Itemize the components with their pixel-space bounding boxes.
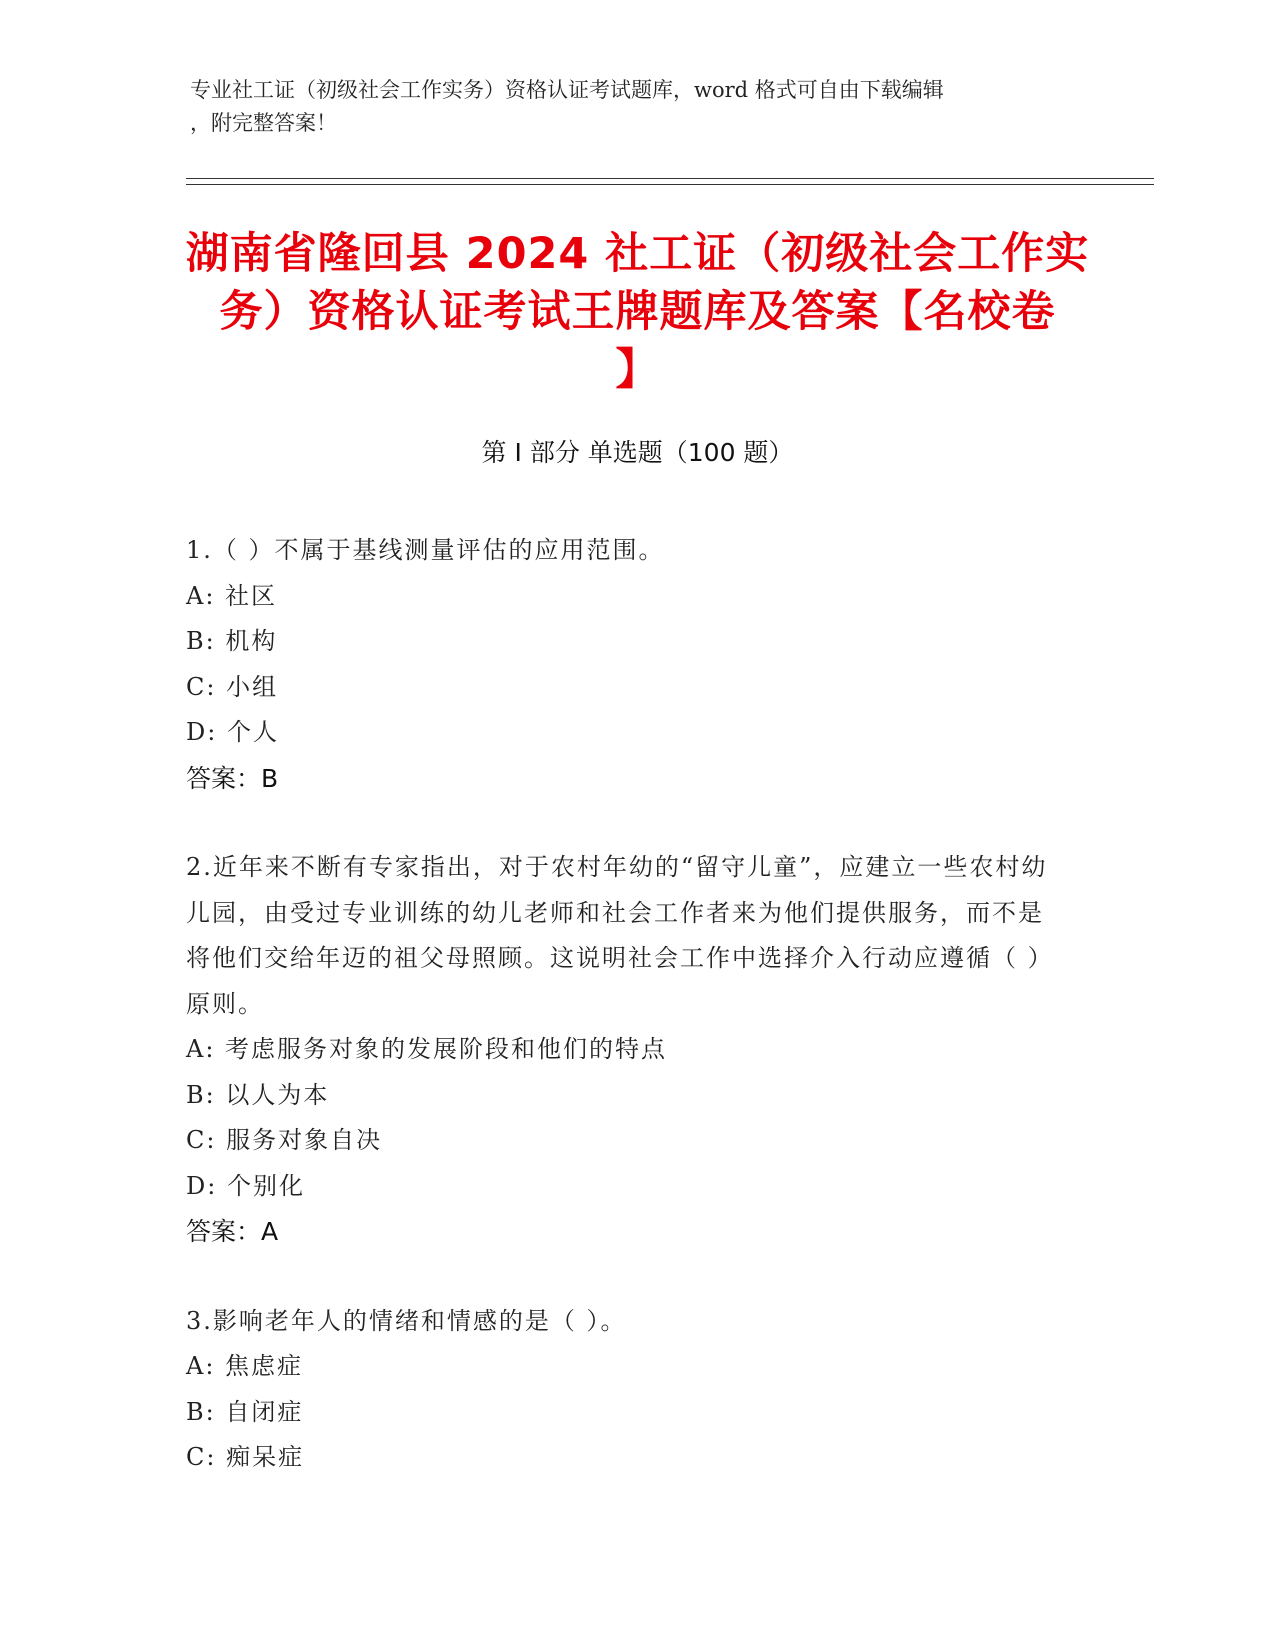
option-c: C: 痴呆症 bbox=[186, 1443, 305, 1471]
question-spacer bbox=[186, 1255, 1066, 1299]
question-item bbox=[186, 1299, 1066, 1481]
option-b: B: 机构 bbox=[186, 627, 278, 655]
document-title bbox=[150, 225, 1125, 399]
header-note bbox=[190, 74, 1090, 140]
header-note-line-2: ，附完整答案！ bbox=[190, 111, 337, 135]
option-d: D: 个别化 bbox=[186, 1171, 305, 1200]
option-b: B: 自闭症 bbox=[186, 1397, 304, 1426]
header-divider-top bbox=[186, 178, 1154, 179]
section-heading: 第 I 部分 单选题（100 题） bbox=[481, 438, 794, 467]
header-note-line-1: 专业社工证（初级社会工作实务）资格认证考试题库，word 格式可自由下载编辑 bbox=[190, 78, 944, 102]
title-line-3: 】 bbox=[615, 345, 660, 395]
question-item bbox=[186, 845, 1066, 1255]
question-item bbox=[186, 528, 1066, 801]
question-spacer bbox=[186, 801, 1066, 845]
option-a: A: 焦虑症 bbox=[186, 1352, 304, 1380]
option-a: A: 考虑服务对象的发展阶段和他们的特点 bbox=[186, 1035, 668, 1063]
option-b: B: 以人为本 bbox=[186, 1080, 330, 1109]
question-stem: 1.（ ）不属于基线测量评估的应用范围。 bbox=[186, 536, 665, 564]
question-stem: 2.近年来不断有专家指出，对于农村年幼的“留守儿童”，应建立一些农村幼儿园，由受过专业训练的幼儿老师和社会工作者来为他们提供服务，而不是将他们交给年迈的祖父母照顾。这说明社会工作中选择介入行动应遵循（ ）原则。 bbox=[186, 853, 1054, 1018]
question-stem: 3.影响老年人的情绪和情感的是（ ）。 bbox=[186, 1306, 627, 1335]
title-line-1: 湖南省隆回县 2024 社工证（初级社会工作实 bbox=[185, 229, 1090, 279]
header-divider-bottom bbox=[186, 184, 1154, 185]
option-c: C: 小组 bbox=[186, 672, 279, 701]
option-c: C: 服务对象自决 bbox=[186, 1126, 383, 1154]
question-list bbox=[186, 528, 1066, 1481]
option-a: A: 社区 bbox=[186, 581, 278, 610]
title-line-2: 务）资格认证考试王牌题库及答案【名校卷 bbox=[219, 287, 1056, 337]
answer-line: 答案：B bbox=[186, 763, 279, 793]
answer-line: 答案：A bbox=[186, 1217, 279, 1246]
option-d: D: 个人 bbox=[186, 718, 279, 746]
